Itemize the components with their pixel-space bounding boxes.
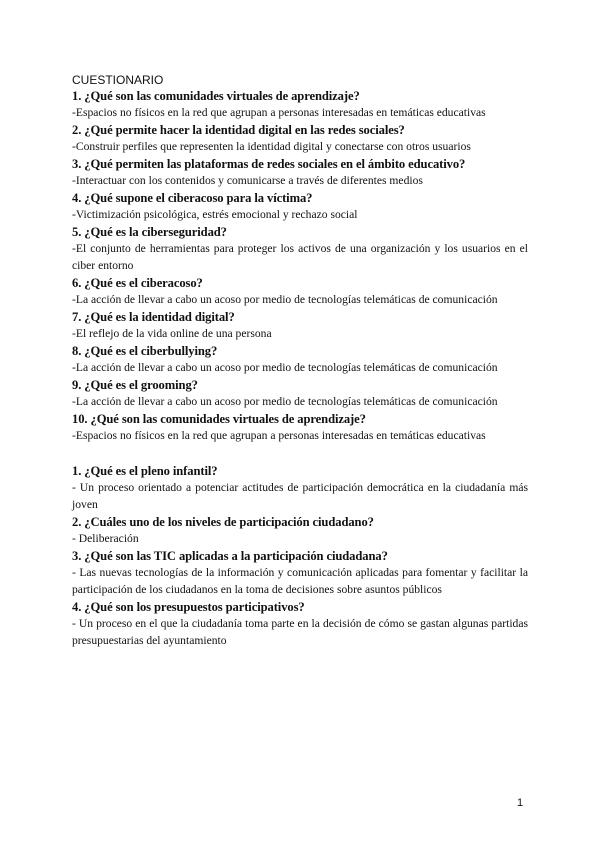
- answer: -Victimización psicológica, estrés emocional y rechazo social: [72, 208, 358, 221]
- answer: -El reflejo de la vida online de una persona: [72, 327, 272, 340]
- question: 4. ¿Qué son los presupuestos participativos?: [72, 600, 305, 614]
- page-number: 1: [517, 797, 524, 809]
- question: 1. ¿Qué es el pleno infantil?: [72, 464, 218, 478]
- section-spacer: [72, 445, 528, 463]
- answer: - Un proceso en el que la ciudadanía toma parte en la decisión de cómo se gastan algunas partidas presupuestarias del ayuntamiento: [72, 617, 528, 647]
- question: 6. ¿Qué es el ciberacoso?: [72, 276, 203, 290]
- answer: - Las nuevas tecnologías de la información y comunicación aplicadas para fomentar y facilitar la participación de los ciudadanos en la toma de decisiones sobre asuntos públicos: [72, 566, 528, 596]
- question: 1. ¿Qué son las comunidades virtuales de aprendizaje?: [72, 89, 360, 103]
- question: 5. ¿Qué es la ciberseguridad?: [72, 225, 227, 239]
- answer: - Deliberación: [72, 532, 139, 545]
- answer: -La acción de llevar a cabo un acoso por medio de tecnologías telemáticas de comunicación: [72, 395, 498, 408]
- document-page: [72, 72, 528, 650]
- answer: -Espacios no físicos en la red que agrupan a personas interesadas en temáticas educativas: [72, 106, 486, 119]
- question: 2. ¿Qué permite hacer la identidad digital en las redes sociales?: [72, 123, 405, 137]
- answer: -La acción de llevar a cabo un acoso por medio de tecnologías telemáticas de comunicación: [72, 361, 498, 374]
- answer: -La acción de llevar a cabo un acoso por medio de tecnologías telemáticas de comunicación: [72, 293, 498, 306]
- question: 3. ¿Qué son las TIC aplicadas a la participación ciudadana?: [72, 549, 388, 563]
- questionnaire-section-2: [72, 463, 528, 649]
- answer: -Espacios no físicos en la red que agrupan a personas interesadas en temáticas educativas: [72, 429, 486, 442]
- answer: -El conjunto de herramientas para proteger los activos de una organización y los usuarios en el ciber entorno: [72, 242, 528, 272]
- answer: - Un proceso orientado a potenciar actitudes de participación democrática en la ciudadanía más joven: [72, 481, 528, 511]
- answer: -Interactuar con los contenidos y comunicarse a través de diferentes medios: [72, 174, 423, 187]
- answer: -Construir perfiles que representen la identidad digital y conectarse con otros usuarios: [72, 140, 471, 153]
- question: 3. ¿Qué permiten las plataformas de redes sociales en el ámbito educativo?: [72, 157, 466, 171]
- question: 2. ¿Cuáles uno de los niveles de participación ciudadano?: [72, 515, 374, 529]
- question: 4. ¿Qué supone el ciberacoso para la víctima?: [72, 191, 313, 205]
- question: 8. ¿Qué es el ciberbullying?: [72, 344, 218, 358]
- document-title: CUESTIONARIO: [72, 73, 164, 87]
- questionnaire-section-1: [72, 88, 528, 444]
- question: 10. ¿Qué son las comunidades virtuales de aprendizaje?: [72, 412, 366, 426]
- question: 9. ¿Qué es el grooming?: [72, 378, 198, 392]
- question: 7. ¿Qué es la identidad digital?: [72, 310, 235, 324]
